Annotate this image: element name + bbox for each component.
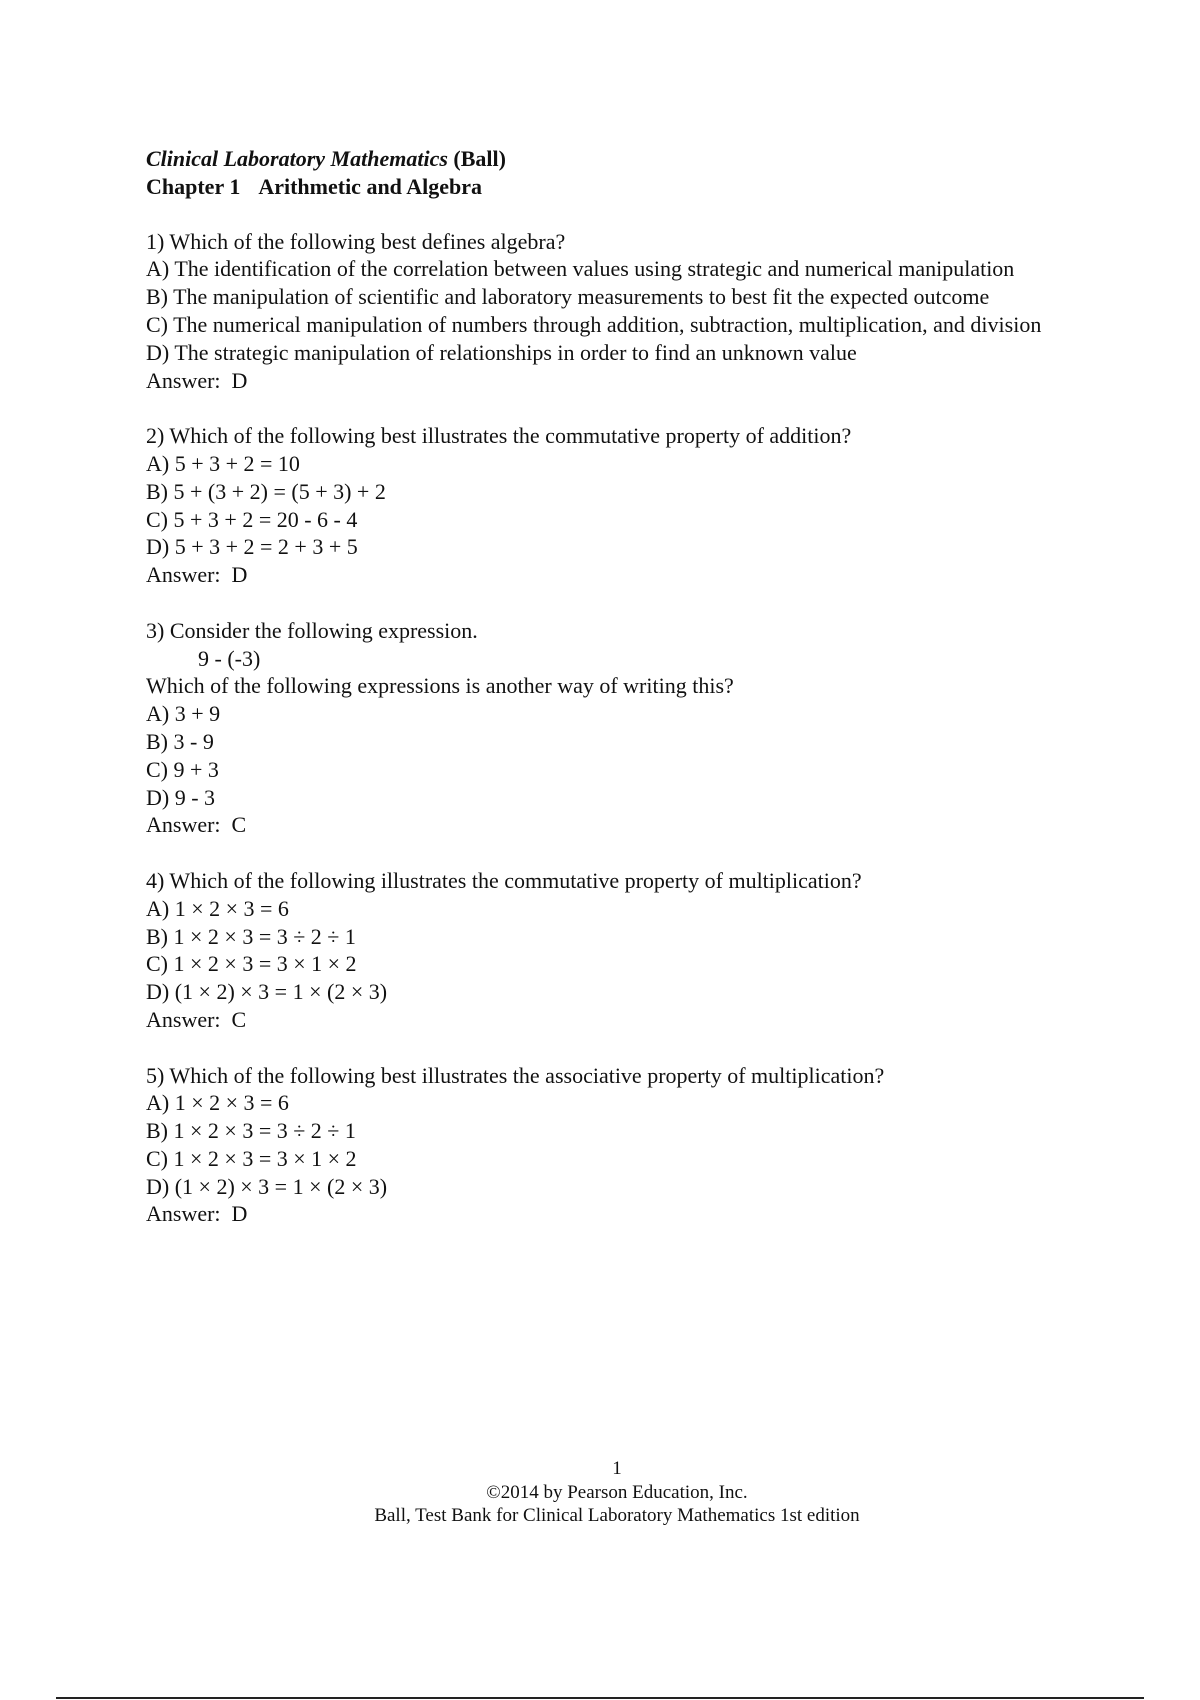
option-a: A) 1 × 2 × 3 = 6 [146,895,289,921]
option-d: D) 5 + 3 + 2 = 2 + 3 + 5 [146,534,358,560]
option-d: D) (1 × 2) × 3 = 1 × (2 × 3) [146,1173,388,1199]
answer: Answer: C [146,1006,247,1032]
answer: Answer: D [146,562,248,588]
option-b: B) 1 × 2 × 3 = 3 ÷ 2 ÷ 1 [146,923,356,949]
question-stem: 2) Which of the following best illustrates the commutative property of addition? [146,423,852,449]
book-title [146,145,1086,173]
book-title-italic: Clinical Laboratory Mathematics [146,146,448,171]
question-list [146,228,1086,1229]
chapter-label: Chapter 1 [146,173,241,199]
page-number: 1 [612,1458,622,1479]
question-stem: 3) Consider the following expression. [146,617,478,643]
option-c: C) The numerical manipulation of numbers through addition, subtraction, multiplication, and division [146,311,1042,337]
copyright-notice: ©2014 by Pearson Education, Inc. [486,1481,748,1503]
option-d: D) (1 × 2) × 3 = 1 × (2 × 3) [146,979,388,1005]
answer: Answer: D [146,367,248,393]
question-3 [146,617,1086,839]
question-expression: 9 - (-3) [198,645,261,671]
document-page [146,145,1086,1256]
option-b: B) 1 × 2 × 3 = 3 ÷ 2 ÷ 1 [146,1118,356,1144]
bottom-divider [56,1697,1144,1699]
option-c: C) 1 × 2 × 3 = 3 × 1 × 2 [146,1145,357,1171]
option-c: C) 1 × 2 × 3 = 3 × 1 × 2 [146,951,357,977]
option-b: B) 5 + (3 + 2) = (5 + 3) + 2 [146,478,386,504]
option-d: D) 9 - 3 [146,784,216,810]
question-stem: 1) Which of the following best defines algebra? [146,228,566,254]
chapter-heading [146,173,1086,201]
answer: Answer: C [146,812,247,838]
book-author: (Ball) [447,146,506,171]
source-note: Ball, Test Bank for Clinical Laboratory Mathematics 1st edition [374,1505,860,1526]
chapter-name: Arithmetic and Algebra [258,173,482,199]
question-stem: 4) Which of the following illustrates the commutative property of multiplication? [146,867,862,893]
question-prompt: Which of the following expressions is another way of writing this? [146,673,734,699]
question-5 [146,1062,1086,1229]
option-a: A) 5 + 3 + 2 = 10 [146,450,300,476]
answer: Answer: D [146,1201,248,1227]
option-c: C) 9 + 3 [146,756,219,782]
question-4 [146,867,1086,1034]
option-d: D) The strategic manipulation of relationships in order to find an unknown value [146,339,857,365]
option-a: A) 1 × 2 × 3 = 6 [146,1090,289,1116]
question-1 [146,228,1086,395]
option-a: A) The identification of the correlation between values using strategic and numerical manipulation [146,256,1015,282]
option-a: A) 3 + 9 [146,701,221,727]
question-2 [146,422,1086,589]
option-c: C) 5 + 3 + 2 = 20 - 6 - 4 [146,506,358,532]
question-stem: 5) Which of the following best illustrates the associative property of multiplication? [146,1062,885,1088]
option-b: B) The manipulation of scientific and laboratory measurements to best fit the expected outcome [146,284,990,310]
option-b: B) 3 - 9 [146,728,214,754]
page-footer [0,1457,1200,1528]
